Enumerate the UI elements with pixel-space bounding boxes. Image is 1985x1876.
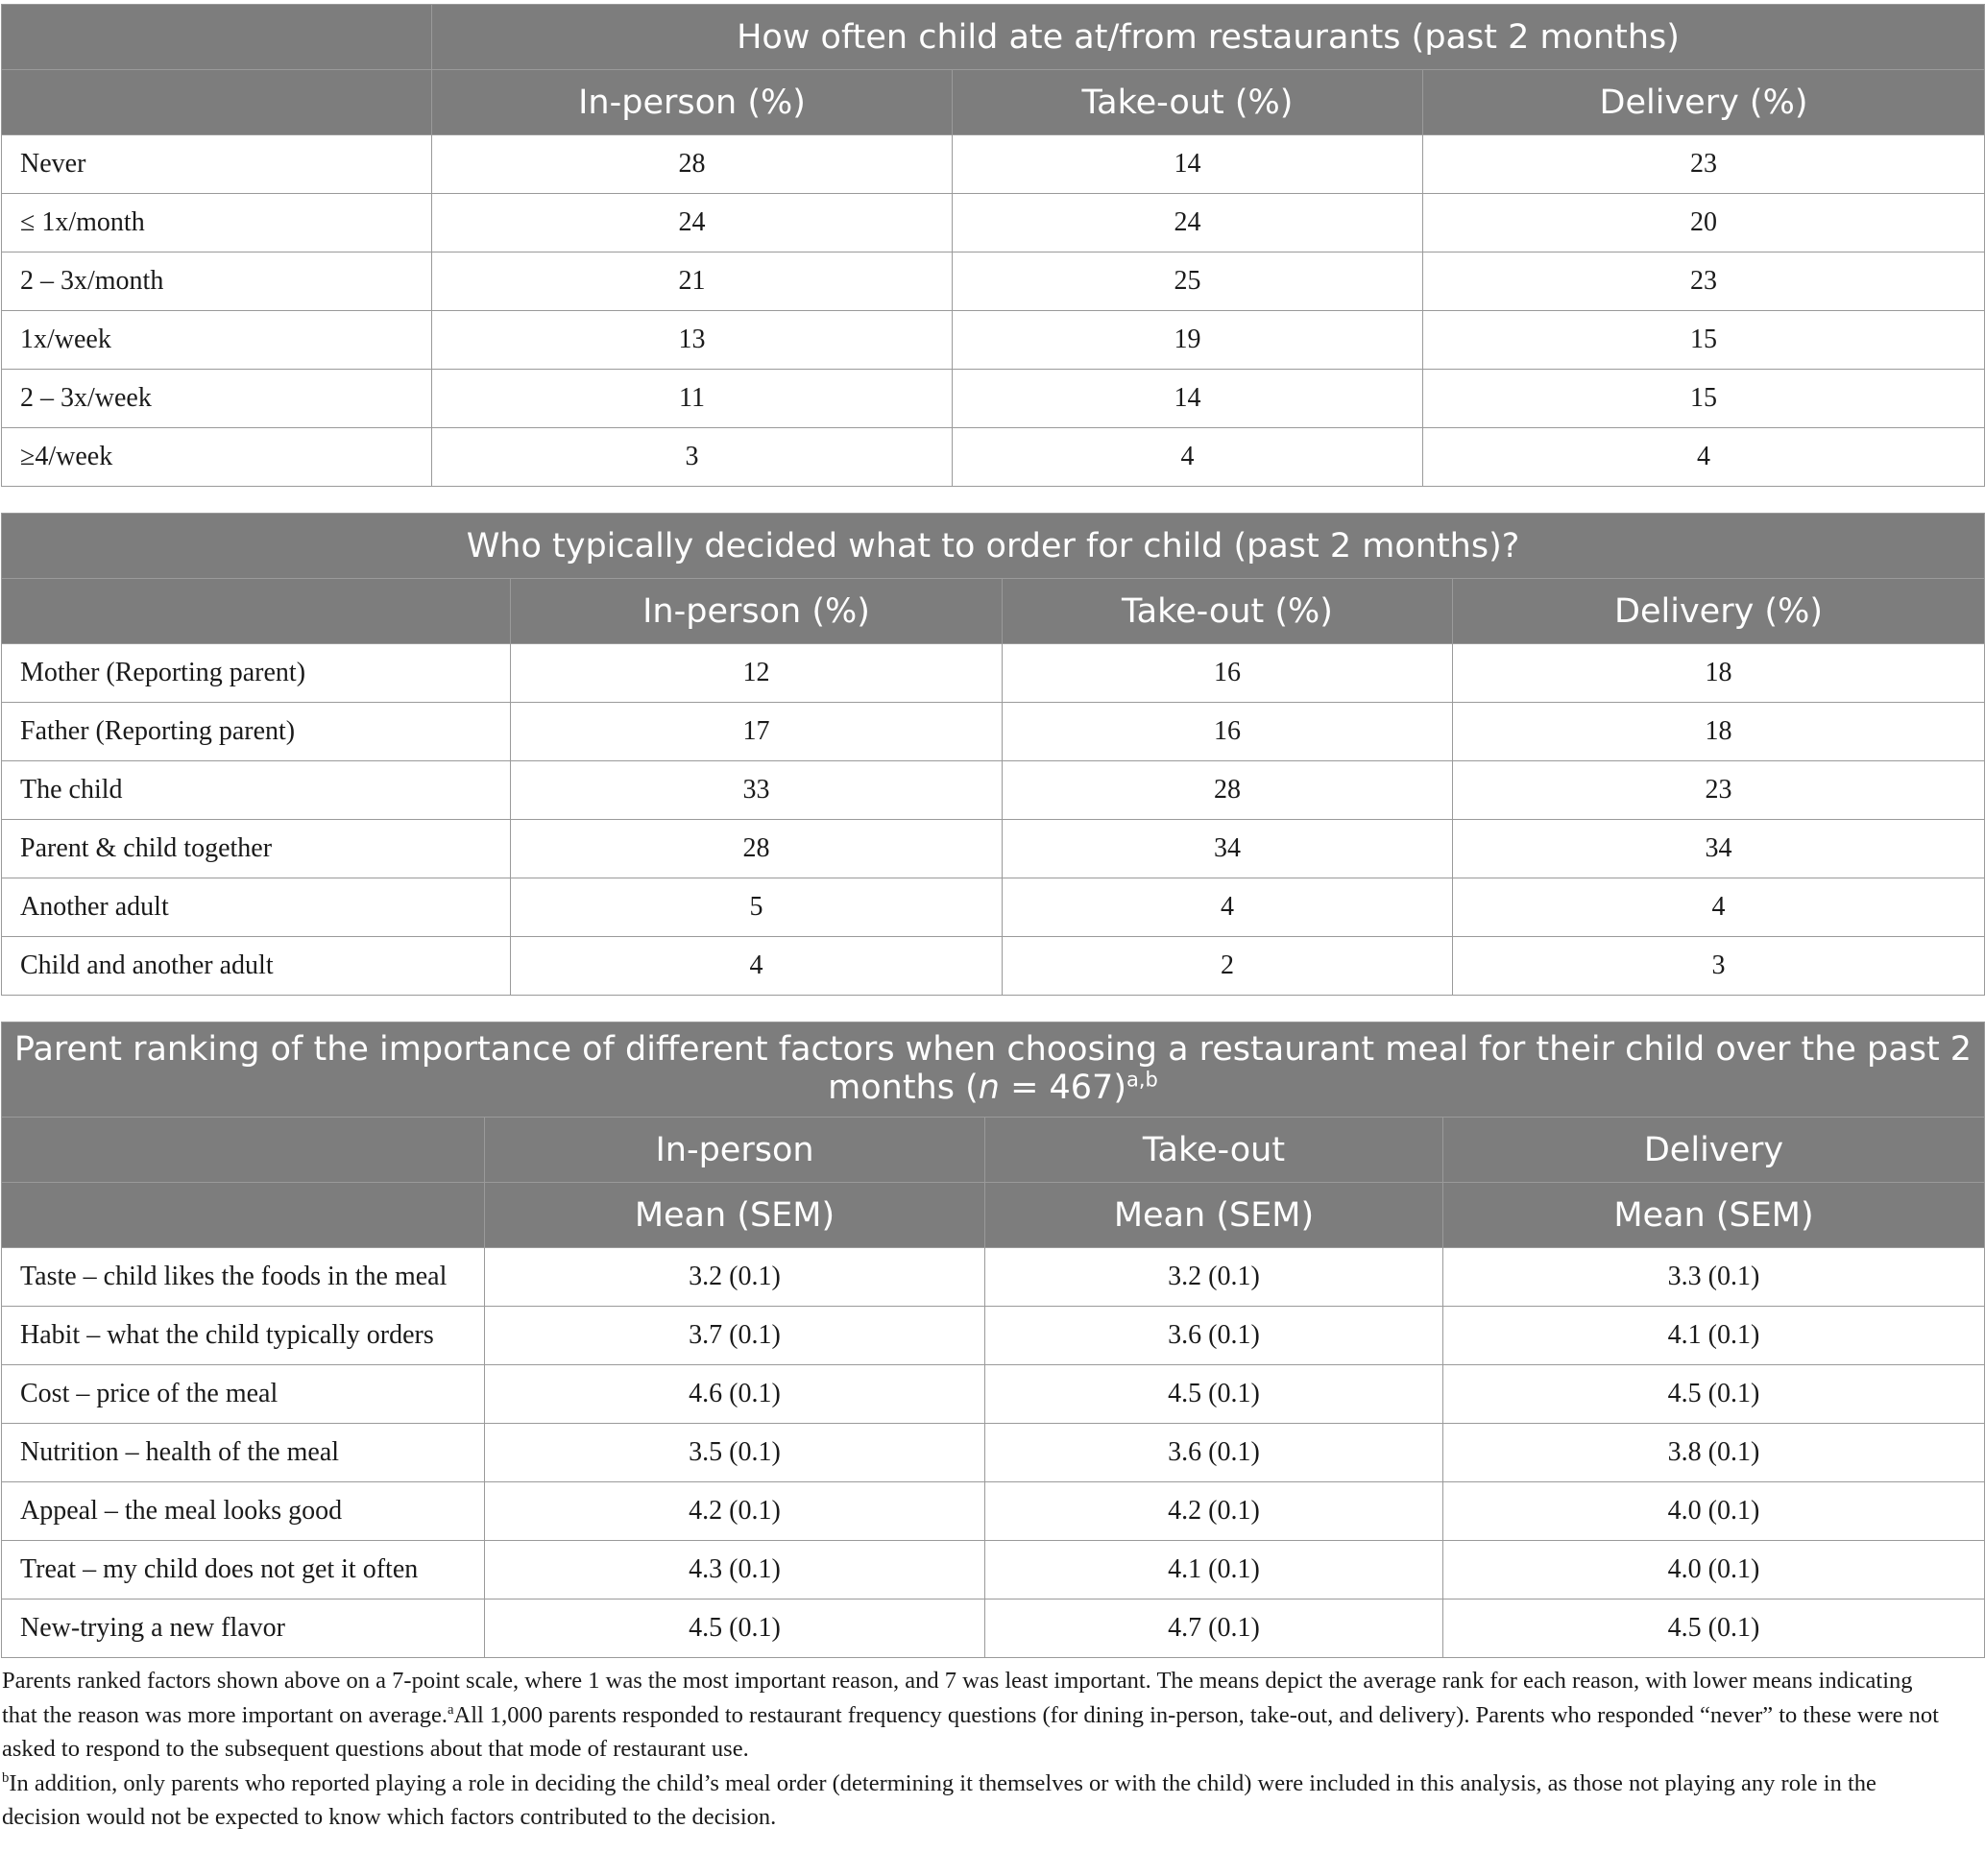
table-row [2,644,1985,703]
frequency-table-corner-2 [2,70,432,135]
table-cell: 16 [1003,703,1453,761]
factor-ranking-table-title: Parent ranking of the importance of different factors when choosing a restaurant meal for their child over the past 2 months (n = 467)$^{a,b}$ [2,1022,1985,1118]
table-cell: 18 [1453,644,1985,703]
table-cell: 3 [432,428,953,487]
table-cell: 4.0 (0.1) [1443,1541,1985,1599]
column-header: Delivery (%) [1423,70,1985,135]
table-cell: 34 [1003,820,1453,878]
table-cell: 3.3 (0.1) [1443,1248,1985,1307]
column-header: Take-out (%) [953,70,1423,135]
table-cell: 15 [1423,370,1985,428]
column-header: Take-out (%) [1003,579,1453,644]
column-header: Delivery [1443,1118,1985,1183]
row-label: Parent & child together [2,820,511,878]
table-row [2,135,1985,194]
table-cell: 4.5 (0.1) [1443,1599,1985,1658]
table-cell: 5 [511,878,1003,937]
table-row [2,937,1985,996]
table-row [2,428,1985,487]
table-cell: 34 [1453,820,1985,878]
row-label: Habit – what the child typically orders [2,1307,485,1365]
row-label: ≤ 1x/month [2,194,432,253]
table-cell: 3 [1453,937,1985,996]
table-cell: 4.1 (0.1) [1443,1307,1985,1365]
table-cell: 25 [953,253,1423,311]
table-cell: 4 [953,428,1423,487]
row-label: The child [2,761,511,820]
column-header: In-person (%) [432,70,953,135]
footnote-main: Parents ranked factors shown above on a 7-point scale, where 1 was the most important reason, and 7 was least important. The means depict the average rank for each reason, with lower means indicating that the reason was more important on average.$^a$All 1,000 parents responded to restaurant frequency questions (for dining in-person, take-out, and delivery). Parents who responded “never” to these were not asked to respond to the subsequent questions about that mode of restaurant use. [2,1668,1939,1762]
table-cell: 4.1 (0.1) [985,1541,1443,1599]
column-header: In-person (%) [511,579,1003,644]
column-header: In-person [485,1118,985,1183]
table-cell: 4.6 (0.1) [485,1365,985,1424]
table-row [2,370,1985,428]
table-cell: 4.2 (0.1) [485,1482,985,1541]
table-row [2,194,1985,253]
table-cell: 4 [511,937,1003,996]
table-cell: 4 [1423,428,1985,487]
table-row [2,1307,1985,1365]
table-cell: 4 [1453,878,1985,937]
table-cell: 4.5 (0.1) [1443,1365,1985,1424]
table-cell: 20 [1423,194,1985,253]
subcolumn-header: Mean (SEM) [985,1183,1443,1248]
table-cell: 12 [511,644,1003,703]
decision-maker-table-corner [2,579,511,644]
table-cell: 21 [432,253,953,311]
table-cell: 19 [953,311,1423,370]
row-label: Appeal – the meal looks good [2,1482,485,1541]
table-cell: 3.2 (0.1) [485,1248,985,1307]
table-row [2,1424,1985,1482]
factor-ranking-table-corner [2,1118,485,1183]
table-cell: 3.7 (0.1) [485,1307,985,1365]
table-cell: 23 [1423,135,1985,194]
table-cell: 3.6 (0.1) [985,1307,1443,1365]
table-cell: 4 [1003,878,1453,937]
row-label: Child and another adult [2,937,511,996]
frequency-table [1,4,1985,487]
table-cell: 4.0 (0.1) [1443,1482,1985,1541]
row-label: Taste – child likes the foods in the meal [2,1248,485,1307]
table-cell: 15 [1423,311,1985,370]
table-cell: 24 [953,194,1423,253]
subcolumn-header: Mean (SEM) [485,1183,985,1248]
table-cell: 3.2 (0.1) [985,1248,1443,1307]
table-cell: 14 [953,370,1423,428]
table-cell: 14 [953,135,1423,194]
table-cell: 2 [1003,937,1453,996]
table-row [2,253,1985,311]
table-cell: 4.3 (0.1) [485,1541,985,1599]
subcolumn-header: Mean (SEM) [1443,1183,1985,1248]
frequency-table-corner [2,5,432,70]
table-row [2,1482,1985,1541]
column-header: Delivery (%) [1453,579,1985,644]
table-cell: 11 [432,370,953,428]
row-label: Mother (Reporting parent) [2,644,511,703]
factor-ranking-table [1,1022,1985,1658]
footnote-b: $^b$In addition, only parents who reported playing a role in deciding the child’s meal order (determining it themselves or with the child) were included in this analysis, as those not playing any role in the decision would not be expected to know which factors contributed to the decision. [2,1769,1876,1830]
table-row [2,1599,1985,1658]
decision-maker-table-title: Who typically decided what to order for child (past 2 months)? [2,514,1985,579]
table-cell: 3.5 (0.1) [485,1424,985,1482]
table-cell: 17 [511,703,1003,761]
document [0,4,1985,1835]
row-label: New-trying a new flavor [2,1599,485,1658]
column-header: Take-out [985,1118,1443,1183]
table-cell: 4.2 (0.1) [985,1482,1443,1541]
table-cell: 28 [511,820,1003,878]
frequency-table-title: How often child ate at/from restaurants (past 2 months) [432,5,1985,70]
row-label: Treat – my child does not get it often [2,1541,485,1599]
table-row [2,1248,1985,1307]
table-row [2,761,1985,820]
table-cell: 4.7 (0.1) [985,1599,1443,1658]
row-label: 1x/week [2,311,432,370]
row-label: ≥4/week [2,428,432,487]
table-cell: 4.5 (0.1) [485,1599,985,1658]
factor-ranking-table-corner-2 [2,1183,485,1248]
table-cell: 28 [1003,761,1453,820]
table-cell: 23 [1423,253,1985,311]
decision-maker-table [1,513,1985,996]
table-cell: 13 [432,311,953,370]
row-label: Never [2,135,432,194]
table-row [2,878,1985,937]
row-label: Cost – price of the meal [2,1365,485,1424]
table-cell: 3.6 (0.1) [985,1424,1443,1482]
table-cell: 24 [432,194,953,253]
table-cell: 28 [432,135,953,194]
table-row [2,703,1985,761]
table-row [2,311,1985,370]
table-cell: 18 [1453,703,1985,761]
table-cell: 33 [511,761,1003,820]
table-cell: 3.8 (0.1) [1443,1424,1985,1482]
table-row [2,1365,1985,1424]
table-cell: 16 [1003,644,1453,703]
table-row [2,1541,1985,1599]
table-cell: 4.5 (0.1) [985,1365,1443,1424]
row-label: Nutrition – health of the meal [2,1424,485,1482]
table-cell: 23 [1453,761,1985,820]
row-label: Father (Reporting parent) [2,703,511,761]
row-label: 2 – 3x/week [2,370,432,428]
table-footnotes [0,1658,1980,1835]
row-label: 2 – 3x/month [2,253,432,311]
table-row [2,820,1985,878]
row-label: Another adult [2,878,511,937]
